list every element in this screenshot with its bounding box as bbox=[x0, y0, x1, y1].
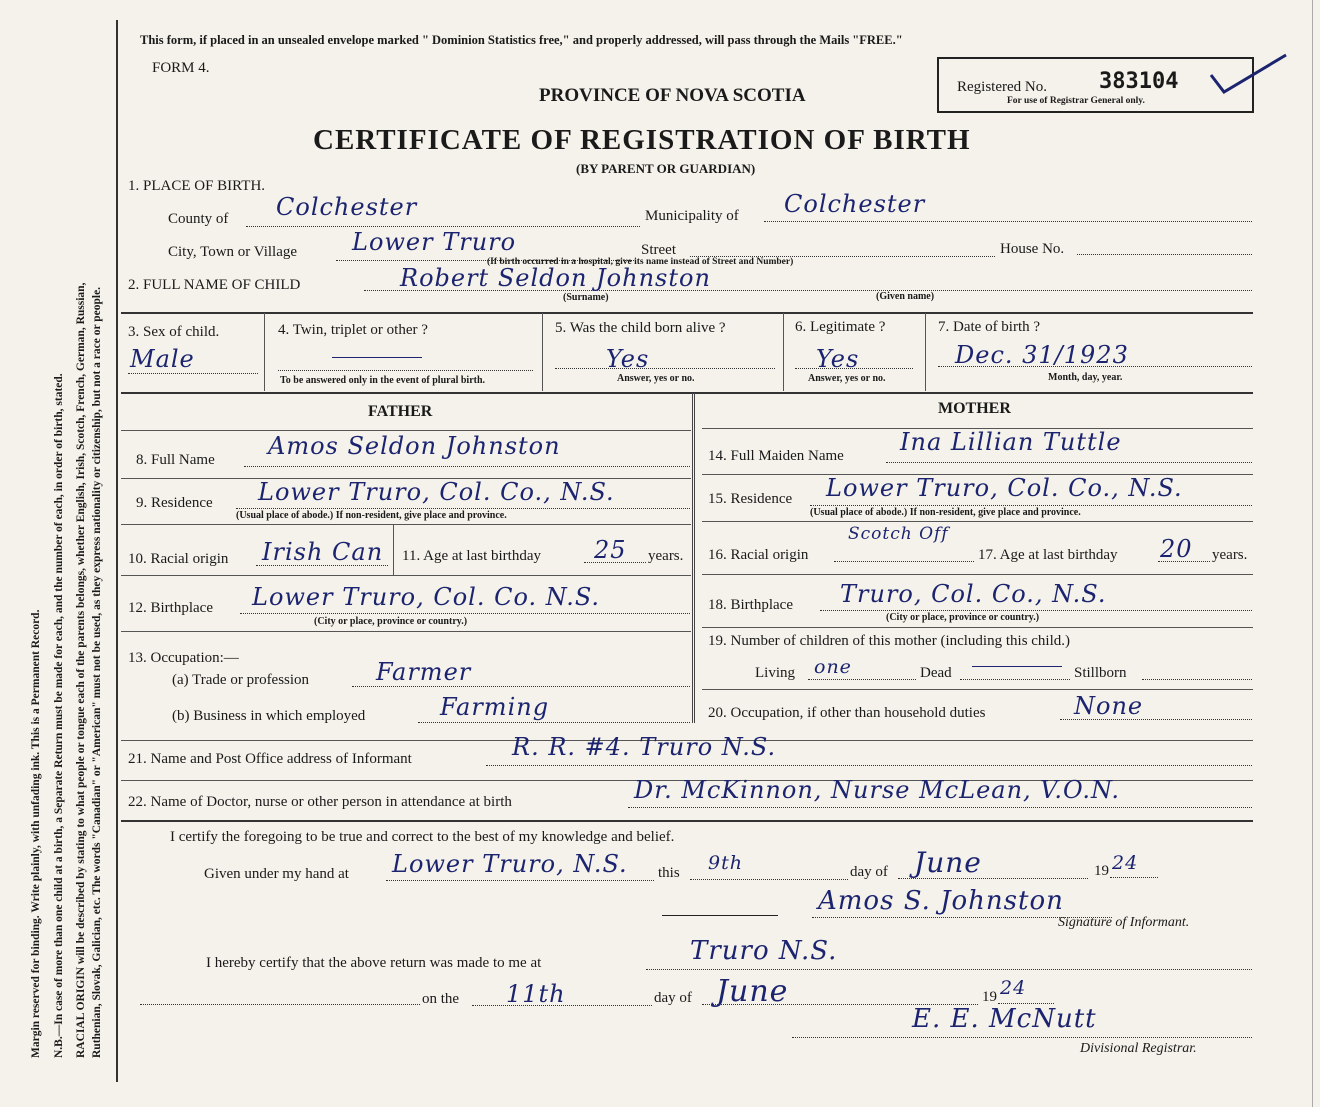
father-birthplace-label: 12. Birthplace bbox=[128, 600, 213, 616]
margin-note-1: Margin reserved for binding. Write plainly, with unfading ink. This is a Permanent Record. bbox=[30, 609, 42, 1058]
father-age-label: 11. Age at last birthday bbox=[402, 548, 541, 564]
sex-value: Male bbox=[130, 345, 195, 373]
reg-on-label: on the bbox=[422, 991, 460, 1007]
form-number: FORM 4. bbox=[152, 60, 210, 76]
cert-month-value: June bbox=[914, 846, 982, 879]
living-label: Living bbox=[755, 665, 795, 681]
mother-heading: MOTHER bbox=[938, 400, 1011, 417]
city-value: Lower Truro bbox=[352, 228, 517, 256]
mother-residence-note: (Usual place of abode.) If non-resident, give place and province. bbox=[810, 507, 1081, 518]
house-label: House No. bbox=[1000, 241, 1065, 257]
father-trade-label: (a) Trade or profession bbox=[172, 672, 310, 688]
registration-number: 383104 bbox=[1099, 69, 1179, 94]
check-mark-icon bbox=[1206, 50, 1296, 100]
reg-day-of-label: day of bbox=[654, 990, 692, 1006]
mother-age-value: 20 bbox=[1160, 535, 1193, 563]
mother-name-value: Ina Lillian Tuttle bbox=[900, 428, 1122, 456]
reg-month-value: June bbox=[716, 974, 789, 1009]
child-name-label: 2. FULL NAME OF CHILD bbox=[128, 277, 301, 293]
alive-label: 5. Was the child born alive ? bbox=[555, 320, 726, 336]
father-years: years. bbox=[648, 548, 684, 564]
cert-given-label: Given under my hand at bbox=[204, 866, 349, 882]
informant-label: 21. Name and Post Office address of Informant bbox=[128, 751, 412, 767]
page-subtitle: (BY PARENT OR GUARDIAN) bbox=[576, 161, 756, 176]
province-heading: PROVINCE OF NOVA SCOTIA bbox=[539, 85, 806, 106]
cert-this-label: this bbox=[658, 865, 680, 881]
cert-text: I certify the foregoing to be true and correct to the best of my knowledge and belief. bbox=[170, 829, 675, 845]
municipality-label: Municipality of bbox=[645, 208, 739, 224]
informant-signature: Amos S. Johnston bbox=[818, 886, 1064, 916]
father-birthplace-value: Lower Truro, Col. Co. N.S. bbox=[252, 583, 601, 611]
dob-value: Dec. 31/1923 bbox=[955, 341, 1129, 369]
alive-note: Answer, yes or no. bbox=[617, 373, 695, 384]
informant-signature-label: Signature of Informant. bbox=[1058, 915, 1190, 930]
legitimate-value: Yes bbox=[816, 345, 860, 373]
given-name-note: (Given name) bbox=[876, 291, 935, 302]
mother-birthplace-note: (City or place, province or country.) bbox=[886, 612, 1040, 623]
street-label: Street bbox=[641, 242, 676, 258]
registrar-signature: E. E. McNutt bbox=[912, 1004, 1097, 1034]
legitimate-label: 6. Legitimate ? bbox=[795, 319, 886, 335]
dob-note: Month, day, year. bbox=[1048, 372, 1123, 383]
cert-day-value: 9th bbox=[708, 852, 743, 874]
alive-value: Yes bbox=[606, 345, 650, 373]
mother-children-label: 19. Number of children of this mother (including this child.) bbox=[708, 633, 1071, 649]
father-occupation-label: 13. Occupation:— bbox=[128, 650, 239, 666]
sex-label: 3. Sex of child. bbox=[128, 324, 220, 340]
living-value: one bbox=[814, 656, 852, 678]
reg-year-prefix: 19 bbox=[982, 989, 997, 1005]
margin-note-3: RACIAL ORIGIN will be described by stating to what people or tongue each of the parents belongs, whether English, Irish, Scotch, French, German, Russian, bbox=[75, 282, 87, 1058]
reg-place-value: Truro N.S. bbox=[690, 936, 838, 966]
doctor-label: 22. Name of Doctor, nurse or other person in attendance at birth bbox=[128, 794, 512, 810]
father-trade-value: Farmer bbox=[376, 658, 472, 686]
doctor-value: Dr. McKinnon, Nurse McLean, V.O.N. bbox=[634, 776, 1121, 804]
father-residence-label: 9. Residence bbox=[136, 495, 213, 511]
mother-age-label: 17. Age at last birthday bbox=[978, 547, 1118, 563]
margin-note-2: N.B.—In case of more than one child at a birth, a Separate Return must be made for each, and the number of each, in order of birth, stated. bbox=[53, 373, 65, 1058]
father-business-value: Farming bbox=[440, 693, 550, 721]
mother-residence-label: 15. Residence bbox=[708, 491, 793, 507]
page-title: CERTIFICATE OF REGISTRATION OF BIRTH bbox=[313, 124, 971, 156]
reg-day-value: 11th bbox=[506, 980, 566, 1008]
mother-years: years. bbox=[1212, 547, 1248, 563]
informant-value: R. R. #4. Truro N.S. bbox=[512, 733, 777, 761]
dead-label: Dead bbox=[920, 665, 952, 681]
county-value: Colchester bbox=[276, 193, 418, 221]
place-heading: 1. PLACE OF BIRTH. bbox=[128, 178, 266, 194]
hospital-note: (If birth occurred in a hospital, give its name instead of Street and Number) bbox=[487, 257, 794, 267]
father-race-label: 10. Racial origin bbox=[128, 551, 229, 567]
mother-name-label: 14. Full Maiden Name bbox=[708, 448, 844, 464]
mother-birthplace-label: 18. Birthplace bbox=[708, 597, 793, 613]
mother-race-value: Scotch Off bbox=[848, 524, 949, 544]
municipality-value: Colchester bbox=[784, 190, 926, 218]
mail-notice: This form, if placed in an unsealed envelope marked " Dominion Statistics free," and properly addressed, will pass through the Mails "FREE." bbox=[140, 33, 903, 47]
cert-day-of-label: day of bbox=[850, 864, 888, 880]
county-label: County of bbox=[168, 211, 229, 227]
mother-birthplace-value: Truro, Col. Co., N.S. bbox=[840, 580, 1107, 608]
cert-year-value: 24 bbox=[1112, 852, 1139, 874]
father-residence-note: (Usual place of abode.) If non-resident, give place and province. bbox=[236, 510, 507, 521]
registration-label: Registered No. bbox=[957, 79, 1047, 95]
surname-note: (Surname) bbox=[563, 292, 609, 303]
father-business-label: (b) Business in which employed bbox=[172, 708, 366, 724]
mother-occupation-value: None bbox=[1074, 692, 1144, 720]
mother-residence-value: Lower Truro, Col. Co., N.S. bbox=[826, 474, 1183, 502]
dob-label: 7. Date of birth ? bbox=[938, 319, 1041, 335]
father-heading: FATHER bbox=[368, 403, 433, 420]
father-residence-value: Lower Truro, Col. Co., N.S. bbox=[258, 478, 615, 506]
mother-occupation-label: 20. Occupation, if other than household duties bbox=[708, 705, 986, 721]
child-name-value: Robert Seldon Johnston bbox=[400, 264, 711, 292]
father-name-value: Amos Seldon Johnston bbox=[268, 432, 561, 460]
stillborn-label: Stillborn bbox=[1074, 665, 1127, 681]
twin-label: 4. Twin, triplet or other ? bbox=[278, 322, 428, 338]
mother-race-label: 16. Racial origin bbox=[708, 547, 809, 563]
margin-rule bbox=[116, 20, 118, 1082]
father-race-value: Irish Can bbox=[262, 538, 384, 566]
father-name-label: 8. Full Name bbox=[136, 452, 215, 468]
cert-year-prefix: 19 bbox=[1094, 863, 1109, 879]
father-age-value: 25 bbox=[594, 536, 627, 564]
reg-year-value: 24 bbox=[1000, 977, 1027, 999]
city-label: City, Town or Village bbox=[168, 244, 298, 260]
registration-note: For use of Registrar General only. bbox=[1007, 96, 1145, 106]
page-edge bbox=[1312, 0, 1313, 1107]
reg-text: I hereby certify that the above return was made to me at bbox=[206, 955, 542, 971]
twin-note: To be answered only in the event of plural birth. bbox=[280, 375, 486, 386]
registrar-signature-label: Divisional Registrar. bbox=[1080, 1041, 1197, 1056]
cert-place-value: Lower Truro, N.S. bbox=[392, 850, 628, 878]
father-birthplace-note: (City or place, province or country.) bbox=[314, 616, 468, 627]
legitimate-note: Answer, yes or no. bbox=[808, 373, 886, 384]
margin-note-4: Ruthenian, Slovak, Galician, etc. The words "Canadian" or "American" must not be used, as they express nationality or citizenship, but not a race or people. bbox=[91, 286, 103, 1058]
